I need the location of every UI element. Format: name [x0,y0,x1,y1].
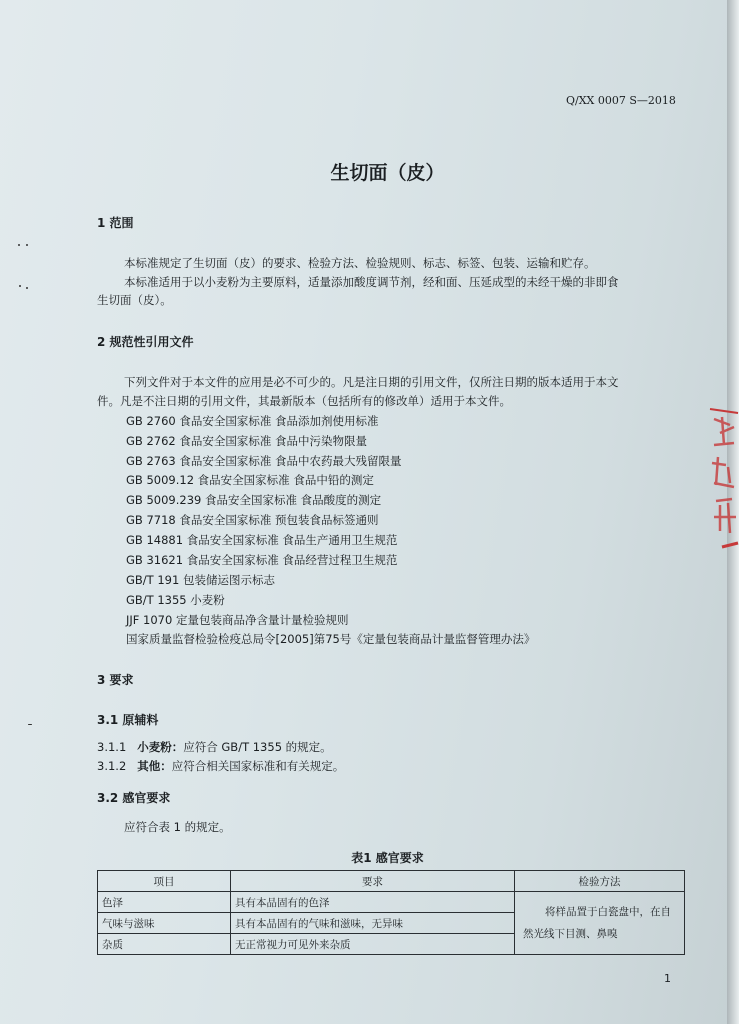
margin-mark [28,724,32,725]
red-seal-graphic [700,405,739,555]
reference-item: 国家质量监督检验检疫总局令[2005]第75号《定量包装商品计量监督管理办法》 [126,632,536,646]
reference-item: JJF 1070 定量包装商品净含量计量检验规则 [126,613,349,627]
section-3-2-text: 应符合表 1 的规定。 [124,820,231,834]
cell-item: 气味与滋味 [98,913,231,934]
section-1-para-2b: 生切面（皮）。 [97,293,172,307]
cell-item: 色泽 [98,892,231,913]
cell-requirement: 具有本品固有的色泽 [231,892,515,913]
margin-mark [19,285,21,287]
section-1-heading: 1 范围 [97,216,134,230]
section-1-para-2a: 本标准适用于以小麦粉为主要原料，适量添加酸度调节剂，经和面、压延成型的未经干燥的非即食 [124,275,619,289]
document-title: 生切面（皮） [330,162,445,184]
table-header-row [98,871,685,892]
clause-label: 小麦粉： [137,740,184,754]
section-1-para-1: 本标准规定了生切面（皮）的要求、检验方法、检验规则、标志、标签、包装、运输和贮存。 [124,256,596,270]
section-3-heading: 3 要求 [97,673,134,687]
reference-item: GB 5009.239 食品安全国家标准 食品酸度的测定 [126,493,382,507]
page-number: 1 [664,972,671,985]
reference-item: GB 31621 食品安全国家标准 食品经营过程卫生规范 [126,553,398,567]
margin-mark [26,287,28,289]
cell-requirement: 具有本品固有的气味和滋味，无异味 [231,913,515,934]
column-header-method: 检验方法 [515,871,685,892]
sensory-requirements-table [97,870,685,955]
clause-text: 应符合相关国家标准和有关规定。 [171,759,345,773]
standard-code: Q/XX 0007 S—2018 [566,94,676,107]
clause-3-1-2 [97,758,344,774]
method-line-1: 将样品置于白瓷盘中，在自 [545,906,671,918]
cell-requirement: 无正常视力可见外来杂质 [231,934,515,955]
section-2-para-a: 下列文件对于本文件的应用是必不可少的。凡是注日期的引用文件，仅所注日期的版本适用于本文 [124,375,619,389]
section-2-para-b: 件。凡是不注日期的引用文件，其最新版本（包括所有的修改单）适用于本文件。 [97,394,511,408]
section-3-2-heading: 3.2 感官要求 [97,791,171,805]
table-row [98,892,685,913]
reference-item: GB/T 191 包装储运图示标志 [126,573,275,587]
reference-item: GB 7718 食品安全国家标准 预包装食品标签通则 [126,513,379,527]
margin-mark [18,244,20,246]
clause-number: 3.1.1 [97,740,127,754]
section-2-heading: 2 规范性引用文件 [97,335,194,349]
reference-item: GB 14881 食品安全国家标准 食品生产通用卫生规范 [126,533,398,547]
clause-number: 3.1.2 [97,759,127,773]
reference-item: GB 5009.12 食品安全国家标准 食品中铅的测定 [126,473,374,487]
reference-item: GB 2762 食品安全国家标准 食品中污染物限量 [126,434,368,448]
reference-item: GB 2763 食品安全国家标准 食品中农药最大残留限量 [126,454,402,468]
clause-text: 应符合 GB/T 1355 的规定。 [183,740,332,754]
reference-item: GB/T 1355 小麦粉 [126,593,225,607]
clause-label: 其他： [137,759,172,773]
cell-item: 杂质 [98,934,231,955]
column-header-requirement: 要求 [231,871,515,892]
clause-3-1-1 [97,739,332,755]
margin-mark [26,244,28,246]
table-1-caption: 表1 感官要求 [351,851,424,865]
column-header-item: 项目 [98,871,231,892]
section-3-1-heading: 3.1 原辅料 [97,713,159,727]
cell-method [515,892,685,955]
method-line-2: 然光线下目测、鼻嗅 [523,928,618,940]
reference-item: GB 2760 食品安全国家标准 食品添加剂使用标准 [126,414,379,428]
